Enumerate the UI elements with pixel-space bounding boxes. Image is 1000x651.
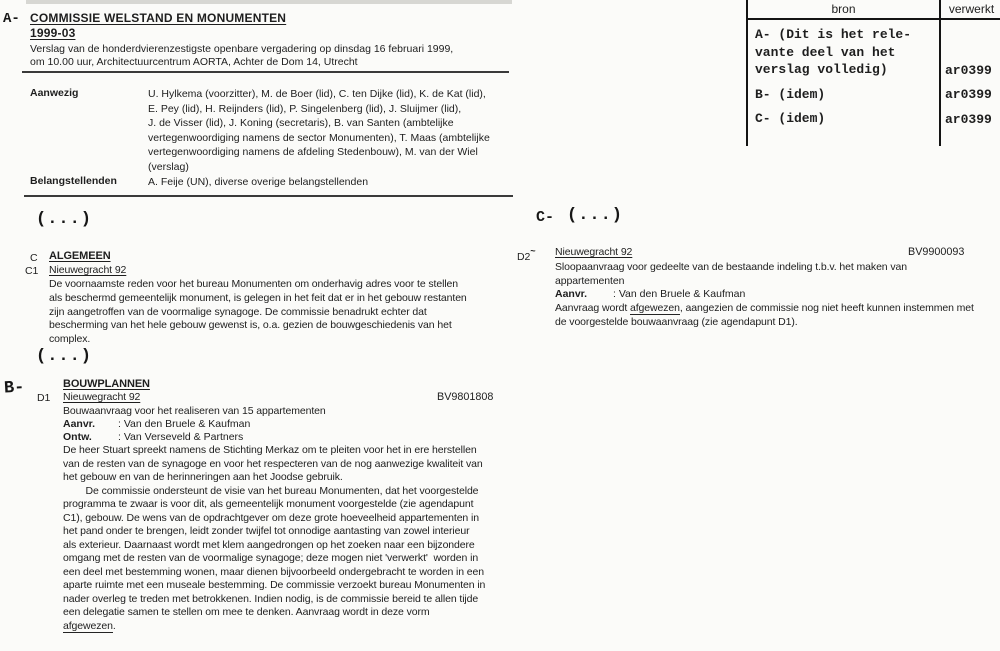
text-line: A- (Dit is het rele- (755, 27, 912, 42)
text-line: appartementen (555, 275, 625, 287)
text-line (555, 301, 1000, 315)
text-line: U. Hylkema (voorzitter), M. de Boer (lid), C. ten Dijke (lid), K. de Kat (lid), (148, 88, 486, 100)
item-d1-ref: BV9801808 (437, 391, 494, 403)
text-segment: . (112, 619, 116, 632)
margin-mark-c: C- (536, 209, 555, 226)
column-header-verwerkt: verwerkt (948, 2, 995, 16)
interested-label: Belangstellenden (30, 174, 117, 187)
underlined-text: afgewezen (63, 619, 113, 632)
text-line: vertegenwoordiging namens de sector Monumenten), T. Maas (ambtelijke (148, 131, 490, 144)
horizontal-rule-top (22, 71, 509, 73)
text-line: programma te zwaar is voor dit, als gemeentelijk monument voorgestelde (zie agendapunt (63, 498, 474, 510)
item-d2-ref: BV9900093 (908, 246, 965, 258)
meeting-intro (30, 43, 453, 69)
omission-mark-2: (...) (36, 347, 93, 366)
text-line: (verslag) (148, 160, 189, 173)
item-d1-title: Nieuwegracht 92 (63, 391, 141, 403)
text-line: van de resten van de synagoge en voor het respecteren van de nog aanwezige kwaliteit van (63, 457, 483, 470)
text-line: De commissie ondersteunt de visie van het bureau Monumenten, dat het voorgestelde (63, 484, 479, 497)
stamp-row-c-verwerkt: ar0399 (945, 111, 992, 127)
text-line: zijn aangetroffen van de voormalige synagoge. De commissie benadrukt echter dat (49, 305, 427, 318)
text-line: het pand onder te brengen, leidt zonder twijfel tot onnodige aantasting van zowel interieur (63, 525, 470, 537)
text-line: complex. (49, 333, 91, 346)
present-label: Aanwezig (30, 87, 79, 99)
omission-mark-1: (...) (36, 210, 93, 229)
present-names (148, 87, 513, 175)
document-title: COMMISSIE WELSTAND EN MONUMENTEN (30, 11, 287, 25)
underlined-text: afgewezen (629, 302, 680, 314)
text-line: Sloopaanvraag voor gedeelte van de bestaande indeling t.b.v. het maken van (555, 261, 907, 273)
stamp-row-b (748, 86, 1000, 104)
applicant-label: Aanvr. (555, 288, 588, 300)
text-line: als exterieur. Daarnaast wordt met klem aangedrongen op het zoeken naar een bijzondere (63, 538, 475, 551)
text-segment: , aangezien de commissie nog niet heeft kunnen instemmen met (679, 302, 974, 314)
text-line: C- (idem) (755, 111, 826, 126)
designer-value: : Van Verseveld & Partners (118, 431, 244, 443)
section-d-heading: BOUWPLANNEN (63, 378, 150, 390)
text-segment: Aanvraag wordt (555, 302, 630, 314)
horizontal-rule-bottom (24, 195, 513, 197)
text-line: een deel met bestemming wonen, maar dienen bijvoorbeeld ondergebracht te worden in een (63, 565, 485, 578)
stamp-row-c (748, 110, 1000, 128)
applicant-label: Aanvr. (63, 418, 96, 430)
text-line: bescherming van het hele gebouw gewenst is, o.a. gezien de bouwgeschiedenis van het (49, 319, 452, 332)
item-c1-body (49, 278, 514, 347)
text-line: de voorgestelde bouwaanvraag (zie agendapunt D1). (555, 316, 798, 328)
omission-mark-3: (...) (567, 206, 624, 225)
item-c1-title: Nieuwegracht 92 (49, 264, 127, 276)
item-d2-subtitle (555, 260, 1000, 288)
text-line: B- (idem) (755, 86, 826, 102)
item-d2-label-mark: ~ (530, 247, 536, 257)
archive-stamp-table (746, 0, 1000, 146)
item-d1-label: D1 (37, 392, 51, 404)
text-line: C1), gebouw. De wens van de opdrachtgever om deze grote hoeveelheid appartementen in (63, 511, 479, 524)
column-header-bron: bron (831, 2, 856, 16)
stamp-row-a-verwerkt: ar0399 (945, 62, 992, 78)
section-c-label: C (30, 252, 38, 264)
item-d2-body (555, 301, 1000, 329)
text-line: J. de Visser (lid), J. Koning (secretaris), B. van Santen (ambtelijke (148, 117, 454, 130)
text-line: De voornaamste reden voor het bureau Monumenten om onderhavig adres voor te stellen (49, 278, 459, 290)
applicant-value: : Van den Bruele & Kaufman (118, 418, 251, 430)
item-d1-subtitle: Bouwaanvraag voor het realiseren van 15 appartementen (63, 405, 326, 417)
text-line: het gebouw en van de herinneringen aan het Joodse gebruik. (63, 471, 343, 483)
item-d1-designer-row (63, 431, 243, 443)
item-d1-body (63, 444, 518, 633)
text-line (63, 620, 518, 634)
item-d2-applicant-row (555, 288, 745, 300)
text-line: Verslag van de honderdvierenzestigste openbare vergadering op dinsdag 16 februari 1999, (30, 43, 454, 55)
item-d2-label: D2~ (517, 247, 536, 263)
text-line: aparte ruimte met een museale bestemming. De commissie verzoekt bureau Monumenten in (63, 579, 486, 591)
applicant-value: : Van den Bruele & Kaufman (613, 288, 746, 300)
text-line: een delegatie samen te stellen om mee te denken. Aanvraag wordt in deze vorm (63, 606, 430, 618)
text-line: A. Feije (UN), diverse overige belangstellenden (148, 175, 369, 188)
text-line: omgang met de resten van de voormalige synagoge; deze mogen niet 'verwerkt' worden in (63, 552, 479, 564)
item-c1-label: C1 (25, 265, 39, 277)
text-line: nader overleg te treden met betrokkenen. Indien nodig, is de commissie bereid te allen tijde (63, 592, 479, 605)
interested-names (148, 175, 513, 190)
margin-mark-b: B- (3, 378, 25, 399)
margin-mark-a: A- (3, 11, 20, 27)
text-line: om 10.00 uur, Architectuurcentrum AORTA, Achter de Dom 14, Utrecht (30, 56, 358, 68)
designer-label: Ontw. (63, 431, 92, 443)
text-line: verslag volledig) (755, 62, 888, 77)
stamp-row-b-verwerkt: ar0399 (945, 87, 992, 102)
text-line: vertegenwoordiging namens de afdeling Stedenbouw), M. van der Wiel (148, 146, 478, 159)
stamp-row-a (748, 26, 1000, 79)
stamp-table-header (748, 0, 1000, 20)
meeting-number: 1999-03 (30, 26, 76, 40)
stamp-table-rows (748, 26, 1000, 135)
item-d1-applicant-row (63, 418, 250, 430)
text-line: als beschermd gemeentelijk monument, is gelegen in het feit dat er in het gebouw restanten (49, 291, 467, 304)
scan-edge-artifact (26, 0, 512, 4)
document-header (30, 11, 453, 69)
text-line: E. Pey (lid), H. Reijnders (lid), P. Singelenberg (lid), J. Sluijmer (lid), (148, 102, 462, 115)
item-d2-title: Nieuwegracht 92 (555, 246, 633, 258)
text-line: vante deel van het (755, 44, 896, 60)
text-line: De heer Stuart spreekt namens de Stichting Merkaz om te pleiten voor het in ere herstellen (63, 444, 477, 456)
attendance-block (30, 87, 513, 189)
section-c-heading: ALGEMEEN (49, 250, 111, 262)
